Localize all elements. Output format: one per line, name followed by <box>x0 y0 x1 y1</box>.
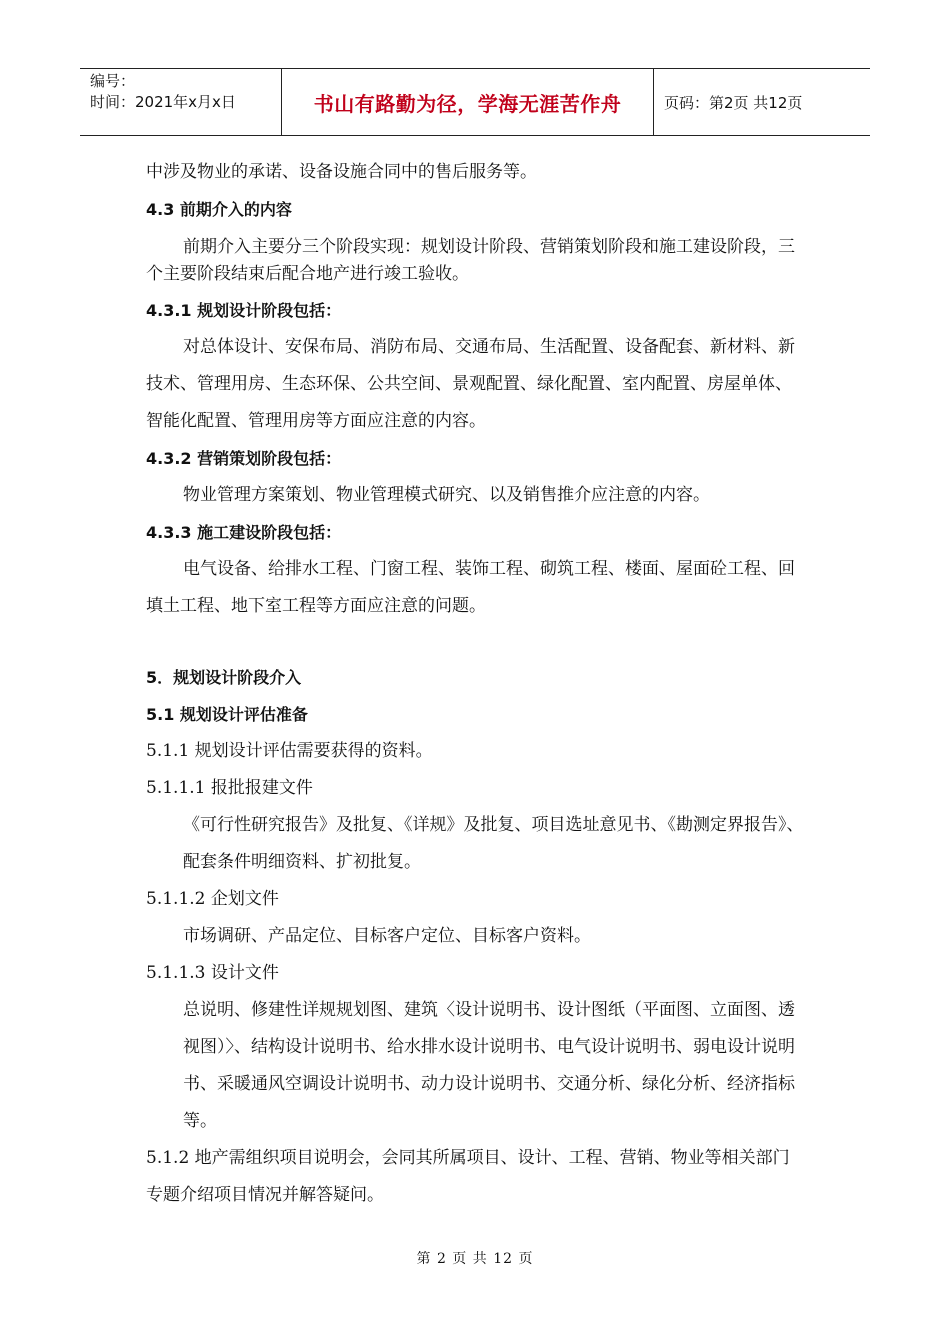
document-body <box>146 154 806 1214</box>
heading-5-1: 5.1 规划设计评估准备 <box>146 705 308 724</box>
header-motto: 书山有路勤为径，学海无涯苦作舟 <box>282 69 654 135</box>
paragraph-5-1-1-3: 总说明、修建性详规规划图、建筑〈设计说明书、设计图纸（平面图、立面图、透视图）〉、结构设计说明书、给水排水设计说明书、电气设计说明书、弱电设计说明书、采暖通风空调设计说明书、动力设计说明书、交通分析、绿化分析、经济指标等。 <box>183 1000 795 1131</box>
heading-4-3: 4.3 前期介入的内容 <box>146 200 292 219</box>
heading-5: 5．规划设计阶段介入 <box>146 668 302 687</box>
header-page-info: 页码：第2页 共12页 <box>664 93 803 112</box>
paragraph-continued: 中涉及物业的承诺、设备设施合同中的售后服务等。 <box>146 162 537 182</box>
header-meta <box>80 69 282 135</box>
page-footer: 第 2 页 共 12 页 <box>416 1251 534 1267</box>
number-label: 编号： <box>90 72 136 90</box>
paragraph-4-3-2: 物业管理方案策划、物业管理模式研究、以及销售推介应注意的内容。 <box>183 485 710 505</box>
item-5-1-1-3: 5.1.1.3 设计文件 <box>146 963 279 983</box>
paragraph-5-1-1-1: 《可行性研究报告》及批复、《详规》及批复、项目选址意见书、《勘测定界报告》、配套条件明细资料、扩初批复。 <box>183 815 804 872</box>
time-label: 时间：2021年x月x日 <box>90 93 236 111</box>
paragraph-4-3-3: 电气设备、给排水工程、门窗工程、装饰工程、砌筑工程、楼面、屋面砼工程、回填土工程、地下室工程等方面应注意的问题。 <box>146 559 795 616</box>
heading-4-3-3: 4.3.3 施工建设阶段包括： <box>146 523 342 542</box>
page-header <box>80 68 870 136</box>
item-5-1-1-1: 5.1.1.1 报批报建文件 <box>146 778 313 798</box>
paragraph-4-3: 前期介入主要分三个阶段实现：规划设计阶段、营销策划阶段和施工建设阶段，三个主要阶段结束后配合地产进行竣工验收。 <box>146 237 795 284</box>
item-5-1-1: 5.1.1 规划设计评估需要获得的资料。 <box>146 741 433 761</box>
paragraph-4-3-1: 对总体设计、安保布局、消防布局、交通布局、生活配置、设备配套、新材料、新技术、管理用房、生态环保、公共空间、景观配置、绿化配置、室内配置、房屋单体、智能化配置、管理用房等方面应注意的内容。 <box>146 337 795 431</box>
heading-4-3-1: 4.3.1 规划设计阶段包括： <box>146 301 342 320</box>
item-5-1-1-2: 5.1.1.2 企划文件 <box>146 889 279 909</box>
paragraph-5-1-2: 5.1.2 地产需组织项目说明会，会同其所属项目、设计、工程、营销、物业等相关部门专题介绍项目情况并解答疑问。 <box>146 1148 790 1205</box>
paragraph-5-1-1-2: 市场调研、产品定位、目标客户定位、目标客户资料。 <box>183 926 591 946</box>
heading-4-3-2: 4.3.2 营销策划阶段包括： <box>146 449 342 468</box>
